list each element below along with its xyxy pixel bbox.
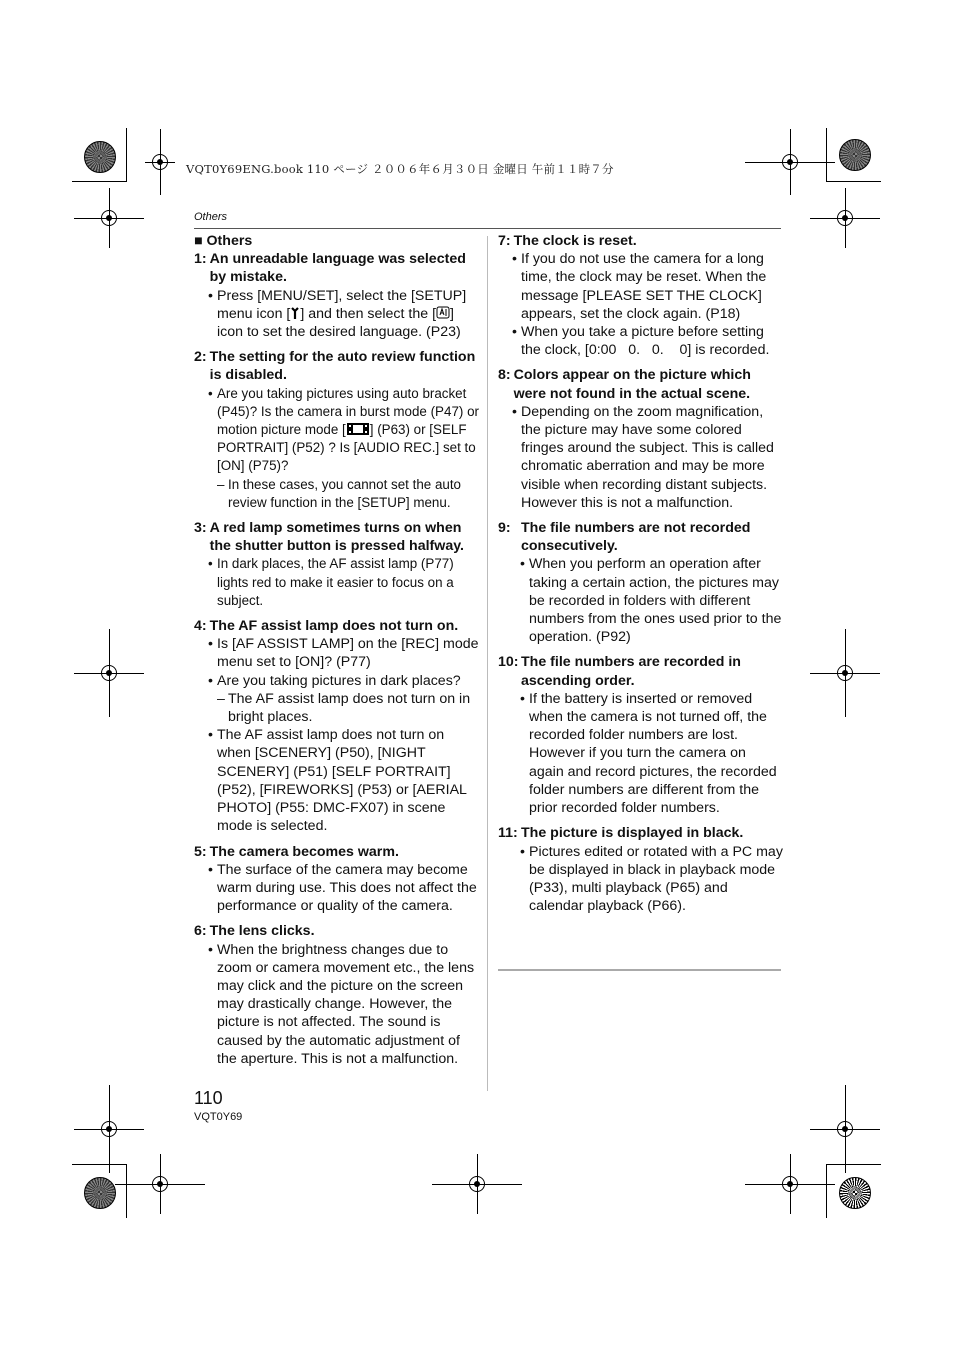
faq-item: 5: The camera becomes warm. • The surface of the camera may become warm during use. This does not affect the performance or quality of the camera. (194, 843, 479, 916)
item-text: When the brightness changes due to zoom or camera movement etc., the lens may click and the picture on the screen may drastically change. However, the picture is not affected. The sound is caused by the automatic adjustment of the aperture. This is not a malfunction. (217, 941, 475, 1067)
item-title: The camera becomes warm. (209, 843, 399, 860)
item-text: If you do not use the camera for a long time, the clock may be reset. When the message [PLEASE SET THE CLOCK] appears, set the clock again. (P18) (521, 251, 767, 322)
crop-mark (72, 1164, 127, 1165)
language-icon (436, 306, 450, 318)
item-title: The clock is reset. (513, 233, 637, 249)
item-title: The file numbers are recorded in ascending order. (521, 654, 741, 689)
item-number: 5: (194, 843, 207, 860)
item-text: Depending on the zoom magnification, the picture may have some colored fringes around the subject. This is called chromatic aberration and may be more visible when recording distant subjects. However this is not a malfunction. (521, 403, 774, 511)
item-title: The setting for the auto review function is disabled. (209, 349, 476, 384)
faq-item: 4: The AF assist lamp does not turn on. • Is [AF ASSIST LAMP] on the [REC] mode menu set to [ON]? (P77) • Are you taking pictures in dark places? – The AF assist lamp does not turn on in bright places. • The AF assist lamp does not turn on when [SCENERY] (P50), [NIGHT SCENERY] (P51) [SELF PORTRAIT] (P52), [FIREWORKS] (P53) or [AERIAL PHOTO] (P55: DMC-FX07) in scene mode is selected. (194, 618, 479, 835)
crop-mark (826, 181, 881, 182)
right-column (498, 232, 783, 922)
item-number: 7: (498, 233, 511, 249)
faq-item: 8: Colors appear on the picture which were not found in the actual scene. • Depending on the zoom magnification, the picture may have some colored fringes around the subject. This is called chromatic aberration and may be more visible when recording distant subjects. However this is not a malfunction. (498, 366, 783, 512)
setup-wrench-icon (290, 307, 300, 319)
crop-mark (826, 1164, 881, 1165)
registration-sun-icon (839, 139, 871, 171)
crop-mark (126, 128, 127, 182)
registration-sun-icon (84, 141, 116, 173)
item-title: The picture is displayed in black. (521, 825, 744, 842)
item-title: A red lamp sometimes turns on when the shutter button is pressed halfway. (209, 520, 464, 555)
item-number: 10: (498, 654, 519, 671)
faq-item: 1: An unreadable language was selected by mistake. • Press [MENU/SET], select the [SETUP] menu icon [ ] and then select the [ ] icon to set the desired language. (P23) (194, 250, 479, 341)
faq-item: 6: The lens clicks. • When the brightness changes due to zoom or camera movement etc., the lens may click and the picture on the screen may drastically change. However, the picture is not affected. The sound is caused by the automatic adjustment of the aperture. This is not a malfunction. (194, 922, 479, 1068)
faq-item: 7: The clock is reset. • If you do not use the camera for a long time, the clock may be reset. When the message [PLEASE SET THE CLOCK] appears, set the clock again. (P18) • When you take a picture before setting the clock, [0:00 0. 0. 0] is recorded. (498, 232, 783, 359)
item-text: The surface of the camera may become warm during use. This does not affect the performance or quality of the camera. (217, 861, 477, 915)
faq-item: 9: The file numbers are not recorded consecutively. • When you perform an operation after taking a certain action, the pictures may be recorded in folders with different numbers from the ones used prior to the operation. (P92) (498, 520, 782, 646)
item-text: Pictures edited or rotated with a PC may be displayed in black in playback mode (P33), multi playback (P65) and calendar playback (P66). (529, 843, 783, 915)
section-label: Others (194, 211, 228, 223)
item-number: 1: (194, 251, 207, 268)
item-title: An unreadable language was selected by mistake. (209, 251, 466, 286)
document-code: VQT0Y69 (194, 1111, 243, 1123)
item-text: Press [MENU/SET], select the [SETUP] menu icon [ ] and then select the [ ] icon to set the desired language. (P23) (217, 287, 467, 341)
crop-mark (826, 1164, 827, 1218)
item-text: In dark places, the AF assist lamp (P77) lights red to make it easier to focus on a subject. (217, 556, 454, 608)
column-divider (487, 236, 488, 1091)
left-column (194, 232, 479, 1075)
item-text: Are you taking pictures in dark places? (217, 672, 461, 689)
crop-mark (72, 181, 127, 182)
item-text: When you perform an operation after taking a certain action, the pictures may be recorded in folders with different numbers from the ones used prior to the operation. (P92) (529, 556, 782, 646)
header-rule (194, 228, 781, 229)
item-title: The lens clicks. (209, 923, 315, 940)
item-number: 3: (194, 520, 207, 537)
crop-mark (126, 1164, 127, 1218)
page-number: 110 (194, 1088, 223, 1108)
registration-sun-icon (839, 1177, 871, 1209)
item-text: Are you taking pictures using auto bracket (P45)? Is the camera in burst mode (P47) or motion picture mode [ ] (P63) or [SELF PORTRAIT] (P52) ? Is [AUDIO REC.] set to [ON] (P75)? (217, 385, 479, 474)
print-header: VQT0Y69ENG.book 110 ページ ２００６年６月３０日 金曜日 午前１１時７分 (186, 162, 614, 176)
item-title: The AF assist lamp does not turn on. (209, 618, 459, 635)
item-number: 11: (498, 825, 518, 842)
item-number: 4: (194, 618, 207, 635)
item-text: If the battery is inserted or removed when the camera is not turned off, the recorded folder numbers are lost. However if you turn the camera on again and record pictures, the recorded folder numbers are different from the prior recorded folder numbers. (529, 690, 777, 817)
faq-item: 11: The picture is displayed in black. • Pictures edited or rotated with a PC may be displayed in black in playback mode (P33), multi playback (P65) and calendar playback (P66). (498, 825, 783, 915)
motion-picture-icon (346, 422, 370, 435)
section-heading-text: Others (206, 233, 253, 249)
registration-sun-icon (84, 1177, 116, 1209)
item-title: Colors appear on the picture which were not found in the actual scene. (513, 367, 751, 402)
item-number: 8: (498, 367, 511, 384)
item-title: The file numbers are not recorded consecutively. (521, 520, 751, 555)
item-subtext: The AF assist lamp does not turn on in bright places. (228, 690, 471, 726)
item-subtext: In these cases, you cannot set the auto review function in the [SETUP] menu. (228, 476, 462, 510)
crop-mark (826, 128, 827, 182)
item-text: The AF assist lamp does not turn on when [SCENERY] (P50), [NIGHT SCENERY] (P51) [SELF PORTRAIT] (P52), [FIREWORKS] (P53) or [AERIAL PHOTO] (P55: DMC-FX07) in scene mode is selected. (217, 727, 467, 835)
section-heading: ■ Others (194, 233, 253, 249)
item-text: Is [AF ASSIST LAMP] on the [REC] mode menu set to [ON]? (P77) (217, 636, 479, 671)
end-rule (498, 969, 781, 971)
faq-item: 3: A red lamp sometimes turns on when the shutter button is pressed halfway. • In dark places, the AF assist lamp (P77) lights red to make it easier to focus on a subject. (194, 519, 479, 610)
item-text: When you take a picture before setting the clock, [0:00 0. 0. 0] is recorded. (521, 324, 770, 359)
faq-item: 2: The setting for the auto review function is disabled. • Are you taking pictures using auto bracket (P45)? Is the camera in burst mode (P47) or motion picture mode [ ] (P63) or [SELF PORTRAIT] (P52) ? Is [AUDIO REC.] set to [ON] (P75)? – In these cases, you cannot set the auto review function in the [SETUP] menu. (194, 348, 479, 512)
item-number: 9: (498, 520, 511, 537)
item-number: 2: (194, 349, 207, 366)
faq-item: 10: The file numbers are recorded in ascending order. • If the battery is inserted or removed when the camera is not turned off, the recorded folder numbers are lost. However if you turn the camera on again and record pictures, the recorded folder numbers are different from the prior recorded folder numbers. (498, 653, 783, 817)
item-number: 6: (194, 923, 207, 940)
